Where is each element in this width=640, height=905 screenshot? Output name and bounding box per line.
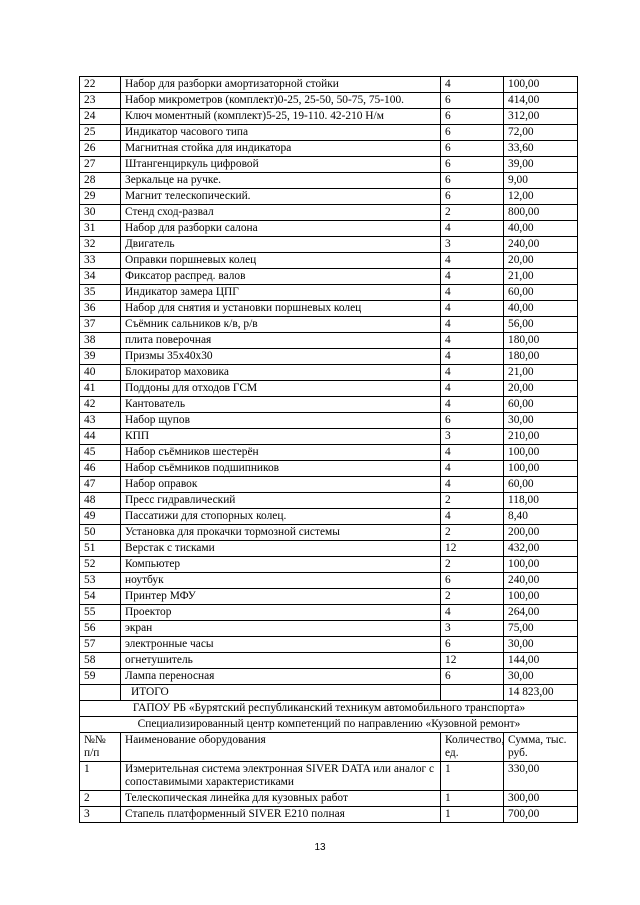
equipment-name: Набор съёмников подшипников [121, 461, 441, 477]
table-row [80, 109, 578, 125]
row-number: 33 [80, 253, 121, 269]
sum: 100,00 [504, 557, 578, 573]
sum: 39,00 [504, 157, 578, 173]
org-title: ГАПОУ РБ «Бурятский республиканский техникум автомобильного транспорта» [80, 701, 578, 717]
center-title: Специализированный центр компетенций по направлению «Кузовной ремонт» [80, 717, 578, 733]
quantity: 6 [441, 109, 504, 125]
table-row [80, 791, 578, 807]
equipment-name: Пресс гидравлический [121, 493, 441, 509]
quantity: 4 [441, 461, 504, 477]
quantity: 12 [441, 653, 504, 669]
equipment-name: Набор микрометров (комплект)0-25, 25-50, 50-75, 75-100. [121, 93, 441, 109]
row-number: 26 [80, 141, 121, 157]
row-number: 23 [80, 93, 121, 109]
total-empty-cell [80, 685, 121, 701]
quantity: 4 [441, 605, 504, 621]
equipment-name: Кантователь [121, 397, 441, 413]
table-row [80, 637, 578, 653]
row-number: 25 [80, 125, 121, 141]
sum: 56,00 [504, 317, 578, 333]
row-number: 57 [80, 637, 121, 653]
equipment-name: Поддоны для отходов ГСМ [121, 381, 441, 397]
quantity: 4 [441, 253, 504, 269]
equipment-name: Штангенциркуль цифровой [121, 157, 441, 173]
row-number: 48 [80, 493, 121, 509]
table-row [80, 573, 578, 589]
quantity: 6 [441, 93, 504, 109]
row-number: 36 [80, 301, 121, 317]
row-number: 40 [80, 365, 121, 381]
equipment-name: Измерительная система электронная SIVER DATA или аналог с сопоставимыми характеристиками [121, 762, 441, 791]
table-row [80, 621, 578, 637]
sum: 240,00 [504, 573, 578, 589]
equipment-name: Набор для разборки салона [121, 221, 441, 237]
sum: 75,00 [504, 621, 578, 637]
quantity: 4 [441, 333, 504, 349]
equipment-name: Фиксатор распред. валов [121, 269, 441, 285]
sum: 144,00 [504, 653, 578, 669]
equipment-name: Набор щупов [121, 413, 441, 429]
sum: 432,00 [504, 541, 578, 557]
header-number: №№ п/п [80, 733, 121, 762]
quantity: 12 [441, 541, 504, 557]
row-number: 54 [80, 589, 121, 605]
equipment-name: Установка для прокачки тормозной системы [121, 525, 441, 541]
sum: 210,00 [504, 429, 578, 445]
table-row [80, 269, 578, 285]
table-row [80, 669, 578, 685]
table-row [80, 349, 578, 365]
sum: 240,00 [504, 237, 578, 253]
sum: 9,00 [504, 173, 578, 189]
row-number: 44 [80, 429, 121, 445]
row-number: 34 [80, 269, 121, 285]
row-number: 39 [80, 349, 121, 365]
equipment-name: Ключ моментный (комплект)5-25, 19-110. 42-210 Н/м [121, 109, 441, 125]
header-row [80, 733, 578, 762]
quantity: 4 [441, 349, 504, 365]
quantity: 3 [441, 237, 504, 253]
table-row [80, 397, 578, 413]
table-row [80, 605, 578, 621]
quantity: 6 [441, 157, 504, 173]
sum: 60,00 [504, 477, 578, 493]
table-row [80, 557, 578, 573]
row-number: 22 [80, 77, 121, 93]
quantity: 4 [441, 381, 504, 397]
table-row [80, 221, 578, 237]
sum: 21,00 [504, 365, 578, 381]
quantity: 6 [441, 125, 504, 141]
equipment-name: Оправки поршневых колец [121, 253, 441, 269]
sum: 20,00 [504, 381, 578, 397]
sum: 800,00 [504, 205, 578, 221]
table-body-continued [80, 77, 578, 685]
equipment-name: электронные часы [121, 637, 441, 653]
total-row [80, 685, 578, 701]
equipment-name: Индикатор замера ЦПГ [121, 285, 441, 301]
quantity: 1 [441, 807, 504, 823]
quantity: 4 [441, 285, 504, 301]
quantity: 6 [441, 413, 504, 429]
row-number: 45 [80, 445, 121, 461]
equipment-name: Магнит телескопический. [121, 189, 441, 205]
row-number: 32 [80, 237, 121, 253]
equipment-name: Проектор [121, 605, 441, 621]
quantity: 6 [441, 189, 504, 205]
table-row [80, 93, 578, 109]
row-number: 46 [80, 461, 121, 477]
row-number: 58 [80, 653, 121, 669]
equipment-name: Компьютер [121, 557, 441, 573]
quantity: 2 [441, 557, 504, 573]
table-row [80, 125, 578, 141]
row-number: 29 [80, 189, 121, 205]
table-row [80, 77, 578, 93]
table-row [80, 493, 578, 509]
sum: 100,00 [504, 445, 578, 461]
table-row [80, 237, 578, 253]
quantity: 6 [441, 573, 504, 589]
row-number: 28 [80, 173, 121, 189]
table-row [80, 141, 578, 157]
quantity: 2 [441, 205, 504, 221]
table-row [80, 807, 578, 823]
sum: 40,00 [504, 301, 578, 317]
table-row [80, 445, 578, 461]
sum: 700,00 [504, 807, 578, 823]
quantity: 4 [441, 365, 504, 381]
quantity: 2 [441, 525, 504, 541]
sum: 100,00 [504, 461, 578, 477]
quantity: 6 [441, 173, 504, 189]
quantity: 4 [441, 445, 504, 461]
equipment-name: Телескопическая линейка для кузовных работ [121, 791, 441, 807]
row-number: 51 [80, 541, 121, 557]
row-number: 31 [80, 221, 121, 237]
org-title-row [80, 701, 578, 717]
equipment-name: огнетушитель [121, 653, 441, 669]
page-number: 13 [314, 842, 326, 853]
header-quantity: Количество, ед. [441, 733, 504, 762]
table-row [80, 461, 578, 477]
row-number: 42 [80, 397, 121, 413]
table-row [80, 381, 578, 397]
table-row [80, 205, 578, 221]
equipment-name: Двигатель [121, 237, 441, 253]
row-number: 56 [80, 621, 121, 637]
equipment-name: Пассатижи для стопорных колец. [121, 509, 441, 525]
sum: 264,00 [504, 605, 578, 621]
table-row [80, 157, 578, 173]
table-row [80, 301, 578, 317]
equipment-name: Лампа переносная [121, 669, 441, 685]
equipment-name: Набор съёмников шестерён [121, 445, 441, 461]
row-number: 53 [80, 573, 121, 589]
sum: 100,00 [504, 77, 578, 93]
equipment-name: Магнитная стойка для индикатора [121, 141, 441, 157]
sum: 30,00 [504, 637, 578, 653]
table-total [80, 685, 578, 762]
quantity: 4 [441, 77, 504, 93]
quantity: 2 [441, 589, 504, 605]
sum: 312,00 [504, 109, 578, 125]
quantity: 4 [441, 317, 504, 333]
row-number: 43 [80, 413, 121, 429]
sum: 118,00 [504, 493, 578, 509]
row-number: 47 [80, 477, 121, 493]
equipment-name: Набор для снятия и установки поршневых колец [121, 301, 441, 317]
sum: 30,00 [504, 413, 578, 429]
total-label: ИТОГО [121, 685, 441, 701]
row-number: 38 [80, 333, 121, 349]
total-empty-cell [441, 685, 504, 701]
quantity: 1 [441, 791, 504, 807]
table-row [80, 509, 578, 525]
table-row [80, 477, 578, 493]
table-body-new-center [80, 762, 578, 823]
sum: 21,00 [504, 269, 578, 285]
table-row [80, 253, 578, 269]
table-row [80, 429, 578, 445]
quantity: 6 [441, 637, 504, 653]
row-number: 59 [80, 669, 121, 685]
quantity: 4 [441, 477, 504, 493]
table-row [80, 285, 578, 301]
sum: 12,00 [504, 189, 578, 205]
equipment-name: Стенд сход-развал [121, 205, 441, 221]
table-row [80, 653, 578, 669]
sum: 200,00 [504, 525, 578, 541]
sum: 20,00 [504, 253, 578, 269]
header-name: Наименование оборудования [121, 733, 441, 762]
equipment-name: Блокиратор маховика [121, 365, 441, 381]
equipment-name: Принтер МФУ [121, 589, 441, 605]
sum: 330,00 [504, 762, 578, 791]
table-row [80, 762, 578, 791]
equipment-name: Стапель платформенный SIVER E210 полная [121, 807, 441, 823]
row-number: 35 [80, 285, 121, 301]
equipment-name: Съёмник сальников к/в, р/в [121, 317, 441, 333]
table-row [80, 525, 578, 541]
quantity: 6 [441, 141, 504, 157]
table-row [80, 413, 578, 429]
equipment-name: КПП [121, 429, 441, 445]
table-row [80, 541, 578, 557]
sum: 33,60 [504, 141, 578, 157]
quantity: 4 [441, 301, 504, 317]
table-row [80, 173, 578, 189]
row-number: 52 [80, 557, 121, 573]
equipment-name: Призмы 35х40х30 [121, 349, 441, 365]
quantity: 3 [441, 621, 504, 637]
row-number: 49 [80, 509, 121, 525]
total-sum: 14 823,00 [504, 685, 578, 701]
center-title-row [80, 717, 578, 733]
equipment-name: экран [121, 621, 441, 637]
sum: 414,00 [504, 93, 578, 109]
quantity: 4 [441, 509, 504, 525]
row-number: 41 [80, 381, 121, 397]
row-number: 50 [80, 525, 121, 541]
row-number: 30 [80, 205, 121, 221]
quantity: 6 [441, 669, 504, 685]
quantity: 4 [441, 397, 504, 413]
sum: 30,00 [504, 669, 578, 685]
table-row [80, 333, 578, 349]
row-number: 27 [80, 157, 121, 173]
row-number: 2 [80, 791, 121, 807]
quantity: 3 [441, 429, 504, 445]
row-number: 24 [80, 109, 121, 125]
table-row [80, 317, 578, 333]
sum: 180,00 [504, 349, 578, 365]
equipment-name: Набор для разборки амортизаторной стойки [121, 77, 441, 93]
table-row [80, 189, 578, 205]
quantity: 1 [441, 762, 504, 791]
quantity: 2 [441, 493, 504, 509]
quantity: 4 [441, 269, 504, 285]
quantity: 4 [441, 221, 504, 237]
equipment-name: плита поверочная [121, 333, 441, 349]
sum: 8,40 [504, 509, 578, 525]
equipment-name: Верстак с тисками [121, 541, 441, 557]
table-row [80, 589, 578, 605]
row-number: 37 [80, 317, 121, 333]
sum: 100,00 [504, 589, 578, 605]
sum: 72,00 [504, 125, 578, 141]
equipment-table [79, 76, 578, 823]
sum: 40,00 [504, 221, 578, 237]
sum: 60,00 [504, 397, 578, 413]
header-sum: Сумма, тыс. руб. [504, 733, 578, 762]
row-number: 1 [80, 762, 121, 791]
equipment-name: Индикатор часового типа [121, 125, 441, 141]
table-row [80, 365, 578, 381]
sum: 60,00 [504, 285, 578, 301]
sum: 300,00 [504, 791, 578, 807]
row-number: 55 [80, 605, 121, 621]
equipment-name: ноутбук [121, 573, 441, 589]
row-number: 3 [80, 807, 121, 823]
equipment-name: Набор оправок [121, 477, 441, 493]
equipment-name: Зеркальце на ручке. [121, 173, 441, 189]
sum: 180,00 [504, 333, 578, 349]
